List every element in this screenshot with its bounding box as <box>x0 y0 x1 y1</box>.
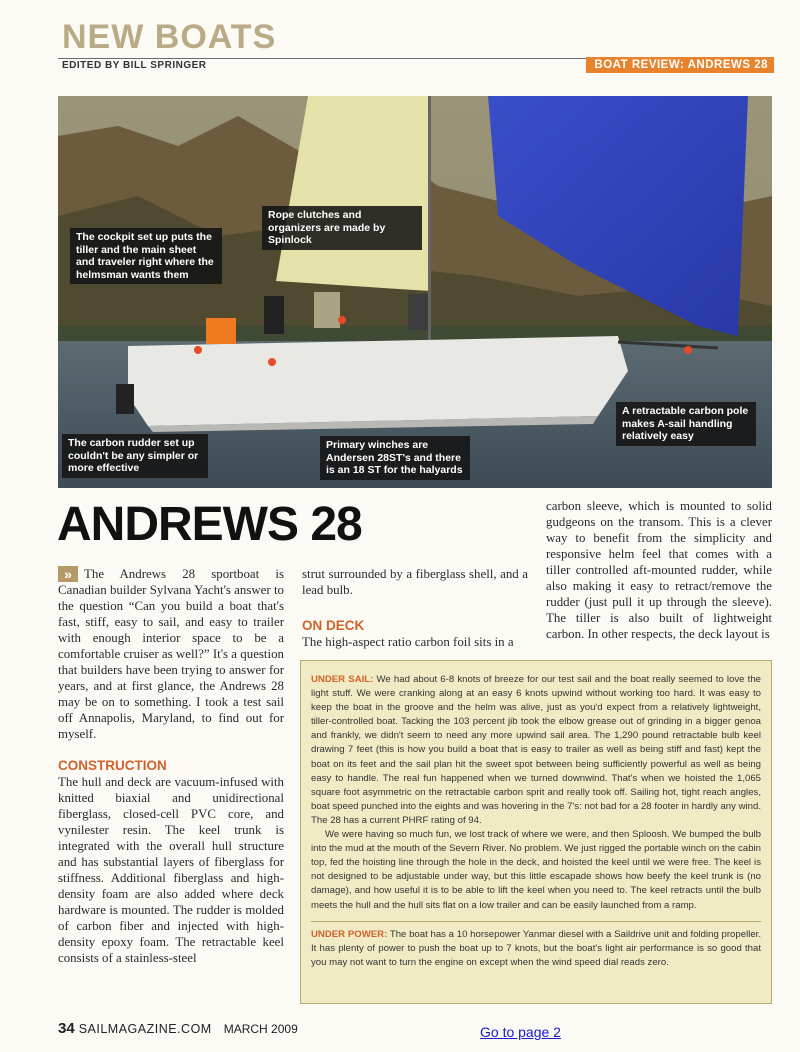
construction-heading: CONSTRUCTION <box>58 758 167 773</box>
article-headline: ANDREWS 28 <box>57 498 362 551</box>
arrow-icon: » <box>58 566 78 582</box>
on-deck-text: The high-aspect ratio carbon foil sits in a <box>302 635 514 649</box>
magazine-url: SAILMAGAZINE.COM <box>78 1022 212 1036</box>
column-2 <box>302 566 528 650</box>
under-sail-heading: UNDER SAIL: <box>311 674 374 685</box>
section-title: NEW BOATS <box>62 18 277 56</box>
under-power-heading: UNDER POWER: <box>311 928 388 940</box>
sidebar-box <box>300 660 772 1004</box>
callout-pole: A retractable carbon pole makes A-sail handling relatively easy <box>616 402 756 446</box>
callout-cockpit: The cockpit set up puts the tiller and the main sheet and traveler right where the helmsman wants them <box>70 228 222 284</box>
callout-clutches: Rope clutches and organizers are made by Spinlock <box>262 206 422 250</box>
column-3-text: carbon sleeve, which is mounted to solid gudgeons on the transom. This is a clever way to benefit from the simplicity and responsive helm feel that comes with a tiller controlled aft-mounted rudder, while also making it easy to retract/remove the rudder (just pull it up through the sleeve). The tiller is also built of lightweight carbon. In other respects, the deck layout is <box>546 499 772 641</box>
editor-credit: EDITED BY BILL SPRINGER <box>62 60 207 71</box>
issue-date: MARCH 2009 <box>223 1022 298 1036</box>
page-footer <box>58 1020 298 1037</box>
column-3 <box>546 498 772 642</box>
on-deck-heading: ON DECK <box>302 618 365 633</box>
callout-winches: Primary winches are Andersen 28ST's and there is an 18 ST for the halyards <box>320 436 470 480</box>
callout-pointer-pole <box>684 346 692 354</box>
construction-text: The hull and deck are vacuum-infused with knitted biaxial and unidirectional fiberglass, closed-cell PVC core, and vynilester resin. The keel trunk is integrated with the overall hull structure and has substantial layers of fiberglass for stiffness. Additional fiberglass and high-density foam are also added where deck hardware is mounted. The rudder is molded of carbon fiber and injected with high-density epoxy foam. The retractable keel consists of a stainless-steel <box>58 775 284 965</box>
page-number: 34 <box>58 1020 75 1037</box>
intro-text: The Andrews 28 sportboat is Canadian builder Sylvana Yacht's answer to the question “Can you build a boat that's fast, stiff, easy to sail, and easy to trailer with enough interior space to be a comfortable cruiser as well?” It's a question that builders have been trying to answer for years, and at first glance, the Andrews 28 may be on to something. I took a test sail off Annapolis, Maryland, to find out for myself. <box>58 567 284 741</box>
callout-pointer-clutches <box>338 316 346 324</box>
callout-rudder: The carbon rudder set up couldn't be any simpler or more effective <box>62 434 208 478</box>
go-to-page-link[interactable]: Go to page 2 <box>480 1024 561 1040</box>
under-sail-text: We had about 6-8 knots of breeze for our test sail and the boat really seemed to love the light stuff. We were cranking along at an easy 6 knots upwind without working too hard. It was easy to keep the boat in the groove and the helm was alive, just as you'd expect from a relatively lightweight, tiller-controlled boat. Tacking the 103 percent jib took the elbow grease out of grinding in a bigger genoa and frankly, we didn't seem to need any more upwind sail area. The 1,290 pound retractable bulb keel drawing 7 feet (this is how you build a boat that is easy to trailer as well as being stiff and fast) kept the boat on its feet and the sail plan hit the sweet spot between being sufficiently powerful as well as being easy to handle. The real fun happened when we turned downwind. That's when we hoisted the 1,065 square foot asymmetric on the retractable carbon sprit and really took off. Sailing hot, tight reach angles, boat speed punched into the eights and was hovering in the 7's: not bad for a 28 footer in hardly any wind. The 28 has a current PHRF rating of 94. <box>311 674 762 826</box>
review-tag: BOAT REVIEW: ANDREWS 28 <box>586 57 774 73</box>
under-power-text: The boat has a 10 horsepower Yanmar diesel with a Saildrive unit and folding propeller. It has plenty of power to push the boat up to 7 knots, but the boat's light air performance is so good that you may not want to turn the engine on except when the wind speed dial reads zero. <box>311 928 761 968</box>
column-2-continued: strut surrounded by a fiberglass shell, and a lead bulb. <box>302 567 528 597</box>
column-1 <box>58 566 284 966</box>
callout-pointer-cockpit <box>194 346 202 354</box>
boat-photo <box>58 96 772 488</box>
under-sail-text-2: We were having so much fun, we lost track of where we were, and then Sploosh. We bumped the bulb into the mud at the mouth of the Severn River. No problem. We just rigged the portable winch on the cabin top, fed the hoisting line through the hole in the deck, and hoisted the keel until we were free. The keel is not designed to be adjustable under way, but this little escapade shows how beefy the keel trunk is (no damage), and how useful it is to be able to lift the keel when you need to. The keel retracts until the bulb meets the hull and the hull sits flat on a low trailer and can be easily launched from a ramp. <box>311 829 761 911</box>
callout-pointer-winches <box>268 358 276 366</box>
sidebar-divider <box>311 921 761 922</box>
